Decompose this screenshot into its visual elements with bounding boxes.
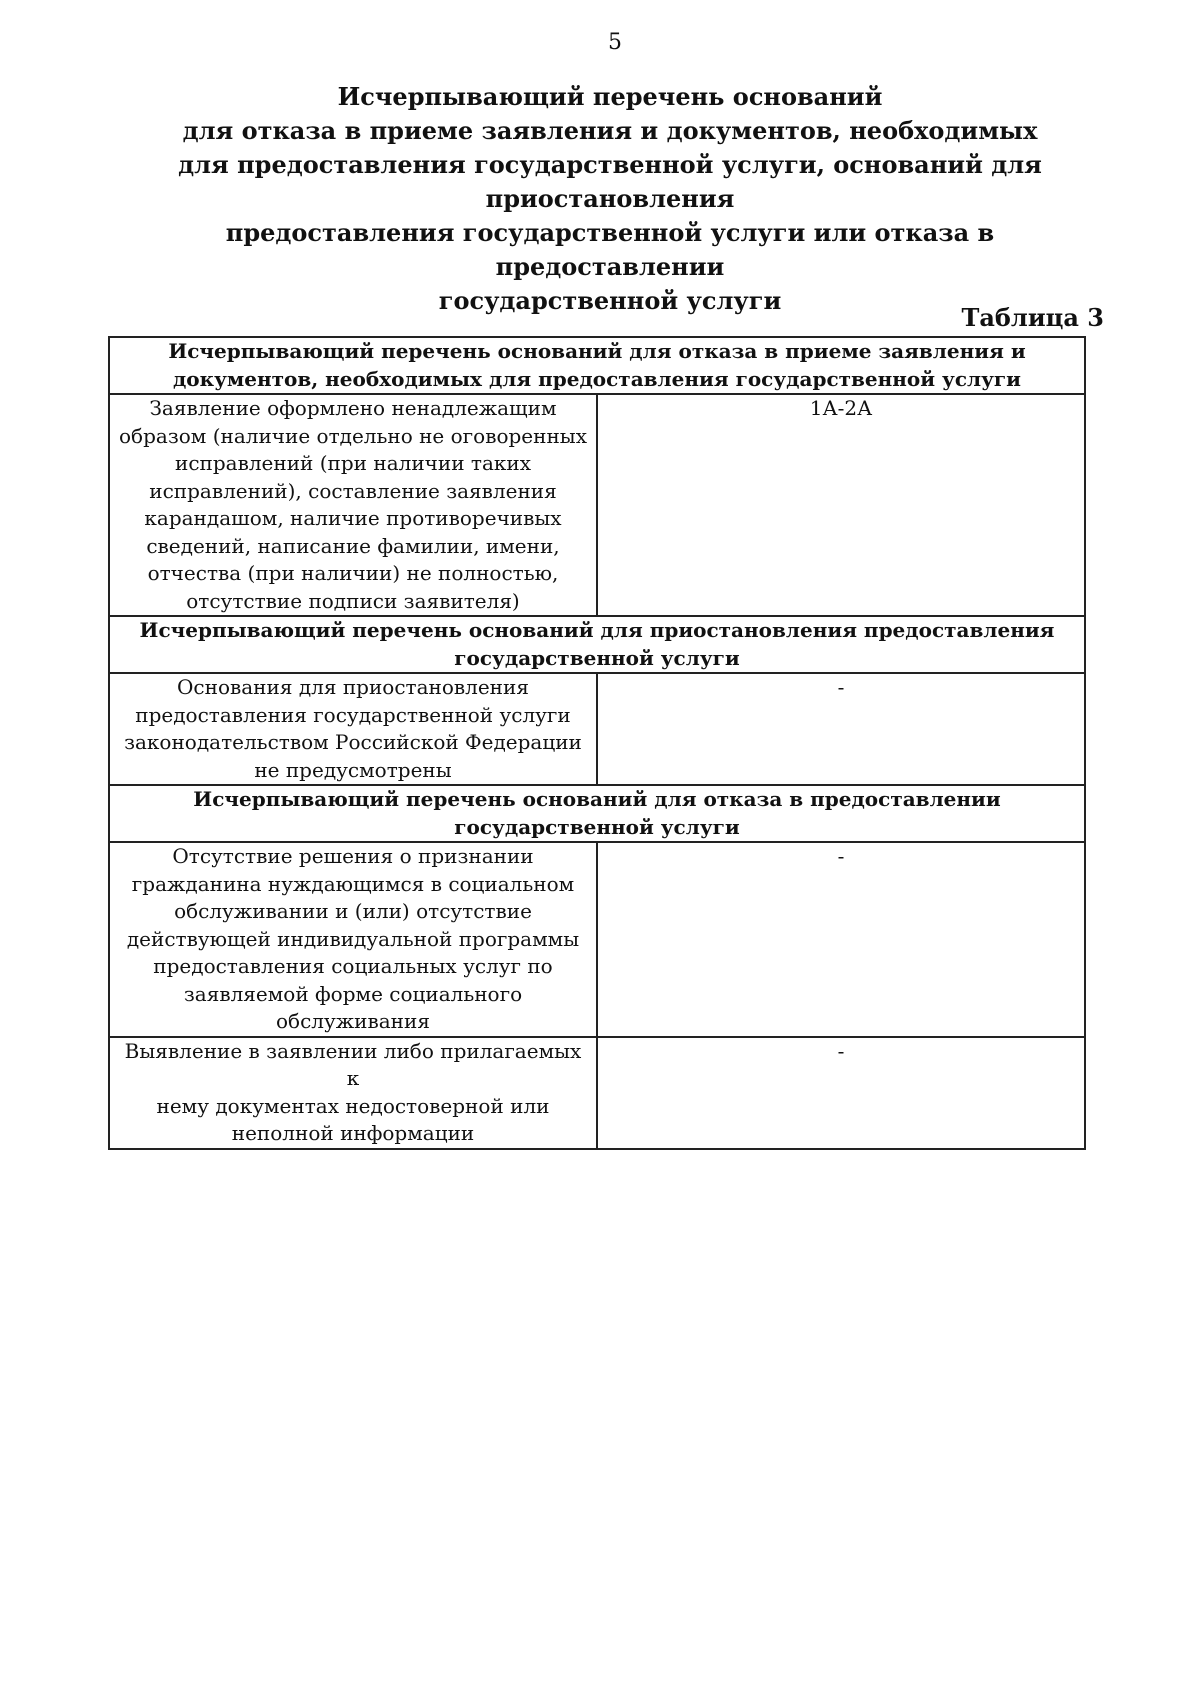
reason-line: Выявление в заявлении либо прилагаемых к xyxy=(124,1038,582,1090)
section-header-suspension: Исчерпывающий перечень оснований для приостановления предоставления государственной услуги xyxy=(109,616,1085,673)
reference-cell: - xyxy=(597,673,1085,785)
reason-line: обслуживании и (или) отсутствие xyxy=(174,899,532,923)
table-row xyxy=(109,842,1085,1037)
reason-line: заявляемой форме социального xyxy=(183,981,523,1006)
reason-line: Основания для приостановления xyxy=(177,675,529,699)
section-header-row xyxy=(109,785,1085,842)
title-line: приостановления xyxy=(485,184,735,213)
reason-line: предоставления социальных услуг по xyxy=(153,954,553,978)
reference-cell: - xyxy=(597,842,1085,1037)
section-header-refusal-acceptance: Исчерпывающий перечень оснований для отказа в приеме заявления и документов, необходимых для предоставления государственной услуги xyxy=(109,337,1085,394)
page-number: 5 xyxy=(608,30,622,55)
table-row xyxy=(109,673,1085,785)
reason-line: исправлений (при наличии таких xyxy=(175,451,531,475)
reason-line: неполной информации xyxy=(231,1121,475,1145)
reason-line: сведений, написание фамилии, имени, xyxy=(146,533,560,558)
reason-line: отчества (при наличии) не полностью, xyxy=(147,561,559,585)
title-line: для отказа в приеме заявления и документов, необходимых xyxy=(182,116,1038,145)
section-header-row xyxy=(109,337,1085,394)
reason-line: действующей индивидуальной программы xyxy=(126,926,580,951)
reason-line: законодательством Российской Федерации xyxy=(124,730,582,754)
title-line: для предоставления государственной услуги, оснований для xyxy=(178,150,1042,179)
reason-cell xyxy=(109,842,597,1037)
reason-line: исправлений), составление заявления xyxy=(149,478,557,503)
reason-line: нему документах недостоверной или xyxy=(156,1093,550,1118)
grounds-table xyxy=(108,336,1086,1150)
table-row xyxy=(109,1037,1085,1149)
reason-line: образом (наличие отдельно не оговоренных xyxy=(119,423,587,448)
section-header-row xyxy=(109,616,1085,673)
title-line: Исчерпывающий перечень оснований xyxy=(337,82,883,111)
title-line: государственной услуги xyxy=(438,286,782,315)
title-line: предоставления государственной услуги или отказа в предоставлении xyxy=(225,218,995,281)
reason-line: обслуживания xyxy=(276,1009,430,1033)
reason-line: предоставления государственной услуги xyxy=(135,702,571,727)
reason-cell xyxy=(109,1037,597,1149)
document-title xyxy=(110,80,1110,318)
section-header-refusal-service: Исчерпывающий перечень оснований для отказа в предоставлении государственной услуги xyxy=(109,785,1085,842)
reference-cell: - xyxy=(597,1037,1085,1149)
reference-cell: 1А-2А xyxy=(597,394,1085,616)
reason-line: Отсутствие решения о признании xyxy=(172,844,534,868)
table-label: Таблица 3 xyxy=(961,303,1104,332)
reason-line: гражданина нуждающимся в социальном xyxy=(131,871,575,896)
reason-cell xyxy=(109,673,597,785)
reason-cell xyxy=(109,394,597,616)
reason-line: карандашом, наличие противоречивых xyxy=(144,506,562,530)
table-row xyxy=(109,394,1085,616)
reason-line: отсутствие подписи заявителя) xyxy=(186,588,520,613)
reason-line: Заявление оформлено ненадлежащим xyxy=(149,396,557,420)
reason-line: не предусмотрены xyxy=(254,757,452,782)
